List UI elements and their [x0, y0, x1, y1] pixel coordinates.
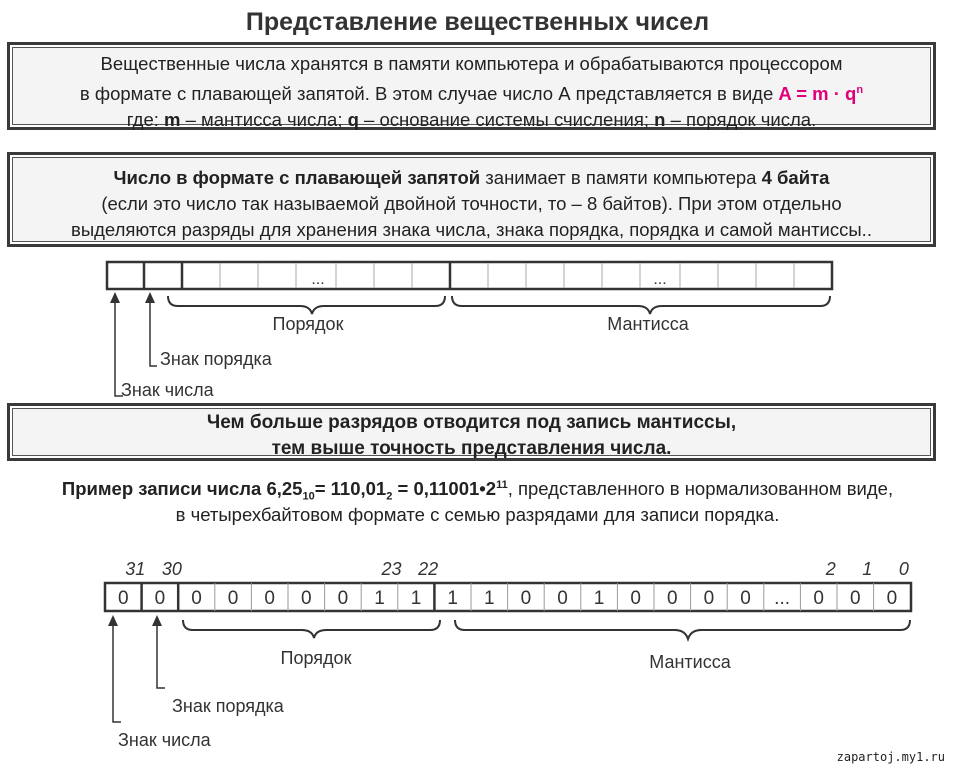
bit-cell: 1 [447, 588, 458, 609]
example-line-2: в четырехбайтовом формате с семью разрядами для записи порядка. [175, 504, 780, 525]
bit-number: 30 [161, 559, 182, 579]
page-title: Представление вещественных чисел [245, 8, 710, 36]
bit-number: 2 [825, 559, 836, 579]
bit-number: 0 [898, 559, 909, 579]
bit-cell: 0 [520, 588, 532, 609]
bit-cell: ... [774, 588, 791, 609]
bit-number: 31 [125, 559, 146, 579]
bit-cell: 0 [667, 588, 678, 609]
bit-cell: 0 [557, 588, 568, 609]
format-line-1: Число в формате с плавающей запятой занимает в памяти компьютера 4 байта [113, 167, 830, 188]
bit-cell: 0 [154, 588, 166, 609]
bit-number: 22 [418, 559, 439, 579]
bit-cell: 0 [191, 588, 202, 609]
diagram1-order-sign-label: Знак порядка [160, 349, 272, 369]
diagram2-order-sign-label: Знак порядка [172, 696, 284, 716]
bit-number: 1 [862, 559, 873, 579]
bit-cell: 1 [410, 588, 422, 609]
diagram1-ellipsis-order: ... [311, 271, 325, 288]
precision-line-2: тем выше точность представления числа. [271, 438, 672, 459]
format-line-2: (если это число так называемой двойной точности, то – 8 байтов). При этом отдельно [101, 193, 842, 214]
bit-cell: 1 [484, 588, 495, 609]
intro-line-2: в формате с плавающей запятой. В этом случае число А представляется в виде $A = m \cdot q^n$ [79, 83, 864, 105]
diagram2-order-label: Порядок [280, 648, 352, 668]
bit-cell: 0 [301, 588, 312, 609]
bit-cell: 0 [264, 588, 275, 609]
bit-cell: 0 [337, 588, 349, 609]
diagram1-ellipsis-mantissa: ... [653, 271, 667, 288]
precision-note-box [7, 403, 936, 461]
formula: A = m · q [778, 83, 857, 105]
intro-line-1: Вещественные числа хранятся в памяти компьютера и обрабатываются процессором [100, 53, 843, 74]
bit-cell: 0 [118, 588, 129, 609]
intro-line-3: где: m – мантисса числа; q – основание системы счисления; n – порядок числа. [126, 109, 817, 131]
bit-cell: 0 [850, 588, 861, 609]
diagram-1 [107, 262, 832, 396]
bit-cell: 1 [374, 588, 385, 609]
bit-cell: 0 [813, 588, 824, 609]
precision-line-1: Чем больше разрядов отводится под запись мантиссы, [206, 412, 737, 433]
diagram1-number-sign-label: Знак числа [121, 380, 214, 400]
bit-cell: 0 [703, 588, 715, 609]
format-line-3: выделяются разряды для хранения знака числа, знака порядка, порядка и самой мантиссы.. [71, 219, 872, 240]
formula-exponent: n [856, 84, 864, 96]
diagram2-mantissa-label: Мантисса [649, 652, 731, 672]
bit-cell: 0 [630, 588, 641, 609]
bit-number: 23 [381, 559, 402, 579]
bit-cell: 0 [227, 588, 239, 609]
bit-cell: 0 [886, 588, 898, 609]
bit-cell: 1 [593, 588, 605, 609]
bit-cell: 0 [740, 588, 751, 609]
example-line-1: Пример записи числа $6,25_{10}= 110,01_2$ = $0,11001•2^{11}$, представленного в нормализованном виде, [61, 478, 894, 503]
diagram1-order-label: Порядок [272, 314, 344, 334]
watermark: zapartoj.my1.ru [836, 750, 945, 764]
diagram1-mantissa-label: Мантисса [607, 314, 689, 334]
diagram2-number-sign-label: Знак числа [118, 730, 211, 750]
